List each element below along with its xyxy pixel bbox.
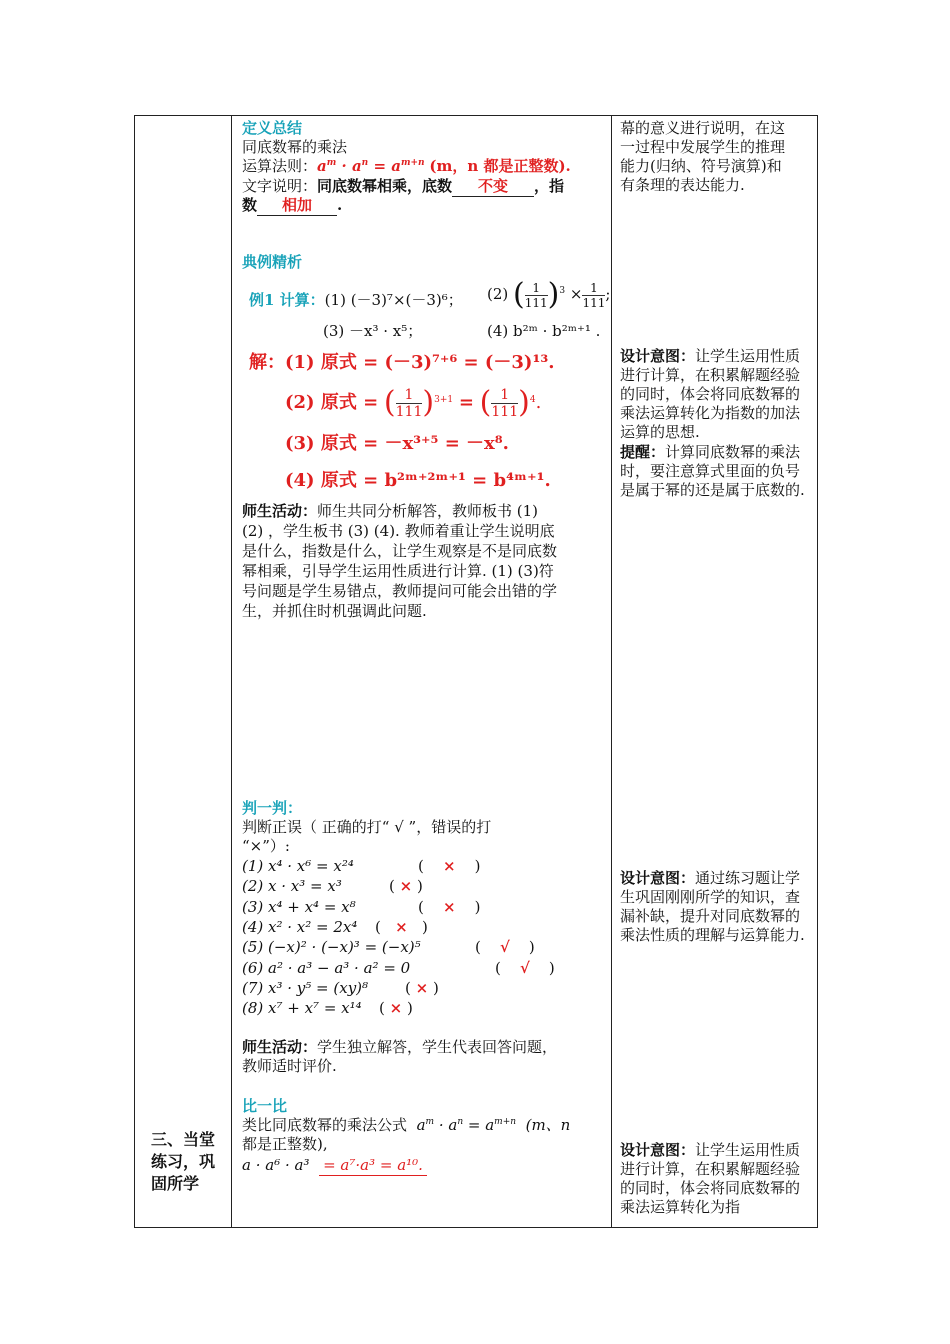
fraction: $\frac{1}{111}$: [395, 386, 423, 420]
activity2-line1: 师生活动：学生独立解答，学生代表回答问题，: [242, 1038, 558, 1056]
example-problem-4: (4) b²ᵐ · b²ᵐ⁺¹ .: [487, 322, 601, 340]
judge-heading: 判一判：: [242, 799, 303, 817]
text-explanation-line2: 数 相加 .: [242, 196, 343, 214]
content-column: [233, 116, 611, 1227]
blank-base: 不变: [452, 177, 534, 197]
example-problem-2: (2) ( $\frac{1}{111}$ )$^3$ × $\frac{1}{111}$ ;: [487, 277, 611, 312]
judge-answer: ( × ): [379, 999, 413, 1017]
solution-3: (3) 原式 = －x³⁺⁵ = －x⁸.: [285, 433, 509, 454]
solution-4: (4) 原式 = b²ᵐ⁺²ᵐ⁺¹ = b⁴ᵐ⁺¹.: [285, 470, 551, 491]
activity1-line: 号问题是学生易错点，教师提问可能会出错的学: [242, 582, 558, 600]
activity1-line: 是什么，指数是什么，让学生观察是不是同底数: [242, 542, 558, 560]
compare-line2: 都是正整数),: [242, 1135, 328, 1153]
judge-answer: ( × ): [405, 979, 439, 997]
judge-intro: 判断正误（ 正确的打“ √ ”，错误的打: [242, 818, 492, 836]
example-heading: 典例精析: [242, 253, 303, 271]
judge-intro: “×”）:: [242, 837, 290, 855]
judge-item: (6) a² · a³ − a³ · a² = 0: [242, 959, 411, 977]
notes-top: 幕的意义进行说明，在这 一过程中发展学生的推理 能力(归纳、符号演算)和 有条理的表达能力.: [620, 119, 786, 194]
example-problem-3: (3) －x³ · x⁵；: [323, 322, 423, 340]
lesson-table: [134, 115, 818, 1228]
solution-1: 解：(1) 原式 = (－3)⁷⁺⁶ = (－3)¹³.: [249, 352, 555, 373]
compare-line1: 类比同底数幂的乘法公式 $a^m \cdot a^n = a^{m+n}$ (m、n: [242, 1116, 571, 1134]
example-problem-row1: 例1 计算：(1) (－3)⁷×(－3)⁶；: [249, 291, 463, 309]
tip-note: 提醒：计算同底数幂的乘法时，要注意算式里面的负号是属于幂的还是属于底数的.: [620, 443, 805, 499]
stage-label: 三、当堂 练习，巩 固所学: [151, 1130, 216, 1193]
compare-heading: 比一比: [242, 1097, 288, 1115]
design-intent-2: 设计意图：通过练习题让学生巩固刚刚所学的知识，查漏补缺，提升对同底数幂的乘法性质的理解与运算能力.: [620, 869, 805, 944]
notes-column: [612, 116, 817, 1227]
fraction: $\frac{1}{111}$: [491, 386, 519, 420]
activity2-line2: 教师适时评价.: [242, 1057, 337, 1075]
compare-line3: a · a⁶ · a³ = a⁷·a³ = a¹⁰.: [242, 1156, 427, 1176]
judge-item: (8) x⁷ + x⁷ = x¹⁴: [242, 999, 362, 1017]
judge-item: (4) x² · x² = 2x⁴: [242, 918, 358, 936]
solution-2: (2) 原式 = ( $\frac{1}{111}$ )$^{3+1}$ = ( $\frac{1}{111}$ )$^4$.: [285, 385, 542, 420]
design-intent-1: 设计意图：让学生运用性质进行计算，在积累解题经验的同时，体会将同底数幂的乘法运算转化为指数的加法运算的思想.: [620, 347, 801, 441]
text-explanation-line1: 文字说明：同底数幂相乘，底数 不变 ，指: [242, 177, 565, 195]
fraction: $\frac{1}{111}$: [524, 280, 548, 310]
rule-formula: $a^m \cdot a^n = a^{m+n}$: [317, 157, 425, 175]
judge-answer: ( × ): [375, 918, 428, 936]
activity1-line: (2) ，学生板书 (3) (4). 教师着重让学生说明底: [242, 522, 555, 540]
judge-item: (7) x³ · y⁵ = (xy)⁸: [242, 979, 369, 997]
judge-item: (1) x⁴ · x⁶ = x²⁴: [242, 857, 354, 875]
judge-answer: ( × ): [389, 877, 423, 895]
blank-exponent: 相加: [257, 196, 337, 216]
judge-item: (3) x⁴ + x⁴ = x⁸: [242, 898, 356, 916]
judge-answer: ( √ ): [495, 959, 555, 977]
definition-heading: 定义总结: [242, 119, 303, 137]
judge-answer: ( × ): [418, 857, 481, 875]
compare-answer: = a⁷·a³ = a¹⁰.: [319, 1156, 427, 1176]
design-intent-3: 设计意图：让学生运用性质进行计算，在积累解题经验的同时，体会将同底数幂的乘法运算转化为指: [620, 1141, 801, 1216]
rule-line: 运算法则：$a^m \cdot a^n = a^{m+n}$ (m，n 都是正整数).: [242, 157, 571, 175]
activity1-line1: 师生活动：师生共同分析解答，教师板书 (1): [242, 502, 539, 520]
judge-item: (5) (−x)² · (−x)³ = (−x)⁵: [242, 938, 421, 956]
definition-subtitle: 同底数幂的乘法: [242, 138, 348, 156]
judge-answer: ( × ): [418, 898, 481, 916]
activity1-line: 幂相乘，引导学生运用性质进行计算. (1) (3)符: [242, 562, 554, 580]
activity1-line: 生，并抓住时机强调此问题.: [242, 602, 427, 620]
judge-answer: ( √ ): [475, 938, 535, 956]
stage-column: [135, 116, 232, 1227]
judge-item: (2) x · x³ = x³: [242, 877, 342, 895]
fraction: $\frac{1}{111}$: [582, 280, 606, 310]
